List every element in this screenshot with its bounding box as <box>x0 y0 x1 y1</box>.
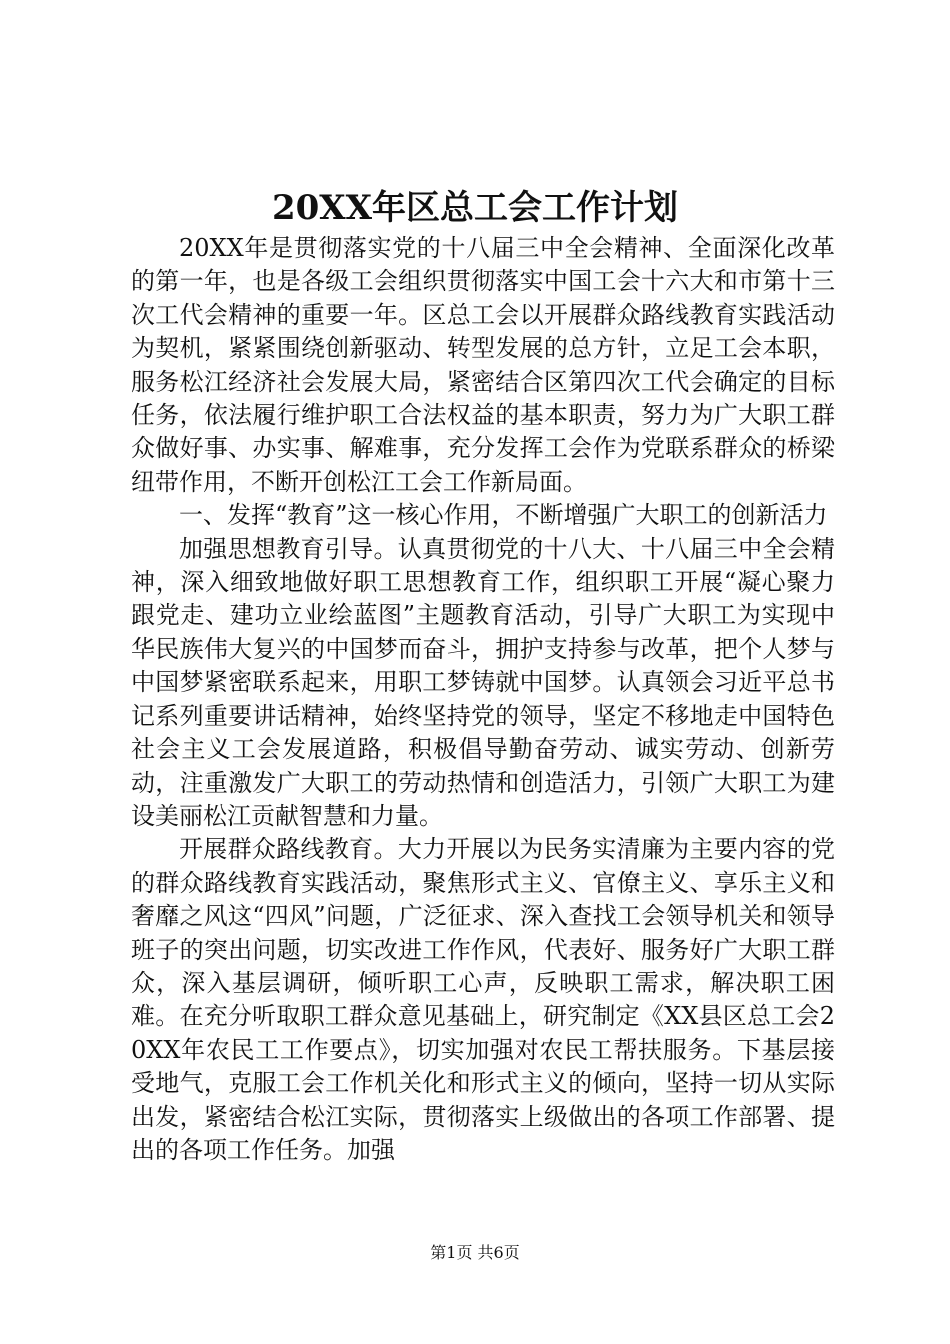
paragraph-mass-line-education: 开展群众路线教育。大力开展以为民务实清廉为主要内容的党的群众路线教育实践活动，聚焦形式主义、官僚主义、享乐主义和奢靡之风这“四风”问题，广泛征求、深入查找工会领导机关和领导班子的突出问题，切实改进工作作风，代表好、服务好广大职工群众，深入基层调研，倾听职工心声，反映职工需求，解决职工困难。在充分听取职工群众意见基础上，研究制定《XX县区总工会20XX年农民工工作要点》，切实加强对农民工帮扶服务。下基层接受地气，克服工会工作机关化和形式主义的倾向，坚持一切从实际出发，紧密结合松江实际，贯彻落实上级做出的各项工作部署、提出的各项工作任务。加强 <box>131 835 835 1164</box>
page-footer: 第1页 共6页 <box>430 1243 520 1262</box>
document-title: 20XX年区总工会工作计划 <box>271 188 679 228</box>
paragraph-ideological-education: 加强思想教育引导。认真贯彻党的十八大、十八届三中全会精神，深入细致地做好职工思想教育工作，组织职工开展“凝心聚力跟党走、建功立业绘蓝图”主题教育活动，引导广大职工为实现中华民族伟大复兴的中国梦而奋斗，拥护支持参与改革，把个人梦与中国梦紧密联系起来，用职工梦铸就中国梦。认真领会习近平总书记系列重要讲话精神，始终坚持党的领导，坚定不移地走中国特色社会主义工会发展道路，积极倡导勤奋劳动、诚实劳动、创新劳动，注重激发广大职工的劳动热情和创造活力，引领广大职工为建设美丽松江贡献智慧和力量。 <box>131 534 835 830</box>
document-body <box>131 232 835 1167</box>
paragraph-intro: 20XX年是贯彻落实党的十八届三中全会精神、全面深化改革的第一年，也是各级工会组织贯彻落实中国工会十六大和市第十三次工代会精神的重要一年。区总工会以开展群众路线教育实践活动为契机，紧紧围绕创新驱动、转型发展的总方针，立足工会本职，服务松江经济社会发展大局，紧密结合区第四次工代会确定的目标任务，依法履行维护职工合法权益的基本职责，努力为广大职工群众做好事、办实事、解难事，充分发挥工会作为党联系群众的桥梁纽带作用，不断开创松江工会工作新局面。 <box>131 234 835 496</box>
section-heading-1: 一、发挥“教育”这一核心作用，不断增强广大职工的创新活力 <box>179 501 828 530</box>
